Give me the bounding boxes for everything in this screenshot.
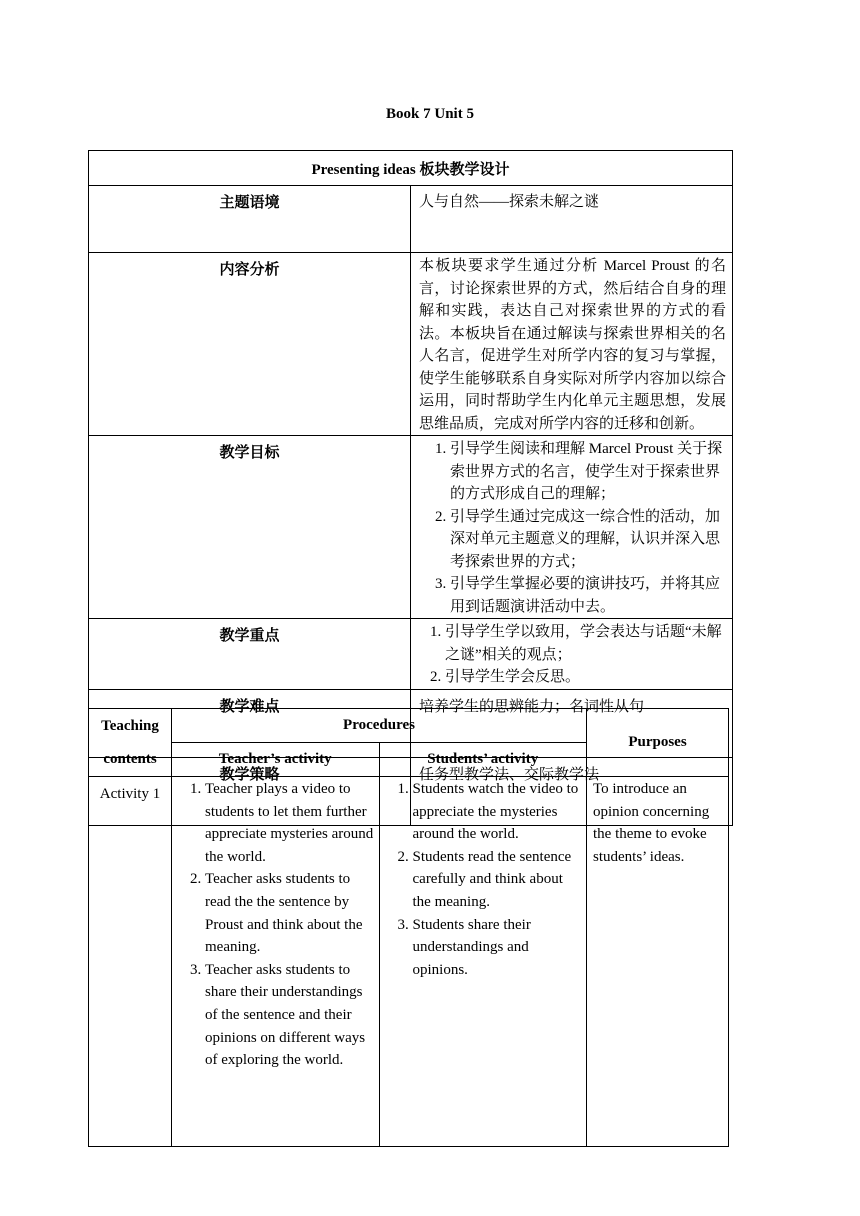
row-label-difficulties: 教学难点 — [89, 689, 411, 757]
row-value-content-analysis: 本板块要求学生通过分析 Marcel Proust 的名言，讨论探索世界的方式，然后结合自身的理解和实践，表达自己对探索世界的方式的看法。本板块旨在通过解读与探索世界相关的名人名言，促进学生对所学内容的复习与掌握，使学生能够联系自身实际对所学内容加以综合运用，同时帮助学生内化单元主题思想，发展思维品质，完成对所学内容的迁移和创新。 — [411, 253, 733, 436]
col-students-activity: Students’ activity — [379, 743, 587, 777]
objectives-list — [419, 438, 726, 618]
students-activity-list — [386, 778, 583, 981]
students-activity-cell — [379, 777, 587, 1147]
list-item: 2. 引导学生学会反思。 — [445, 666, 726, 689]
row-label-content-analysis: 内容分析 — [89, 253, 411, 436]
row-label-objectives: 教学目标 — [89, 436, 411, 619]
row-value-key-points — [411, 619, 733, 690]
activity-name: Activity 1 — [89, 777, 172, 1147]
list-item: 2. 引导学生通过完成这一综合性的活动，加深对单元主题意义的理解，认识并深入思考探索世界的方式； — [450, 506, 726, 574]
key-points-list — [419, 621, 726, 689]
col-procedures: Procedures — [172, 709, 587, 743]
row-label-key-points: 教学重点 — [89, 619, 411, 690]
row-value-objectives — [411, 436, 733, 619]
teacher-activity-cell — [172, 777, 380, 1147]
col-teaching-contents: Teaching contents — [89, 709, 172, 777]
table-row — [89, 777, 729, 1147]
row-value-strategies: 任务型教学法、交际教学法 — [411, 757, 733, 825]
procedure-table — [88, 708, 729, 1147]
document-title: Book 7 Unit 5 — [386, 106, 474, 122]
list-item: 1. 引导学生学以致用，学会表达与话题“未解之谜”相关的观点； — [445, 621, 726, 666]
col-purposes: Purposes — [587, 709, 729, 777]
plan-table-header: Presenting ideas 板块教学设计 — [89, 151, 733, 186]
row-value-theme: 人与自然——探索未解之谜 — [411, 186, 733, 253]
row-label-strategies: 教学策略 — [89, 757, 411, 825]
list-item: 3. Students share their understandings and opinions. — [413, 914, 583, 982]
list-item: 2. Teacher asks students to read the the sentence by Proust and think about the meaning. — [205, 868, 375, 958]
list-item: 1. 引导学生阅读和理解 Marcel Proust 关于探索世界方式的名言，使学生对于探索世界的方式形成自己的理解； — [450, 438, 726, 506]
list-item: 3. 引导学生掌握必要的演讲技巧，并将其应用到话题演讲活动中去。 — [450, 573, 726, 618]
list-item: 2. Students read the sentence carefully and think about the meaning. — [413, 846, 583, 914]
list-item: 1. Teacher plays a video to students to let them further appreciate mysteries around the world. — [205, 778, 375, 868]
row-label-theme: 主题语境 — [89, 186, 411, 253]
purpose-cell: To introduce an opinion concerning the theme to evoke students’ ideas. — [587, 777, 729, 1147]
list-item: 1. Students watch the video to appreciate the mysteries around the world. — [413, 778, 583, 846]
col-teacher-activity: Teacher’s activity — [172, 743, 380, 777]
row-value-difficulties: 培养学生的思辨能力；名词性从句 — [411, 689, 733, 757]
list-item: 3. Teacher asks students to share their understandings of the sentence and their opinions on different ways of exploring the world. — [205, 959, 375, 1072]
teacher-activity-list — [178, 778, 375, 1072]
